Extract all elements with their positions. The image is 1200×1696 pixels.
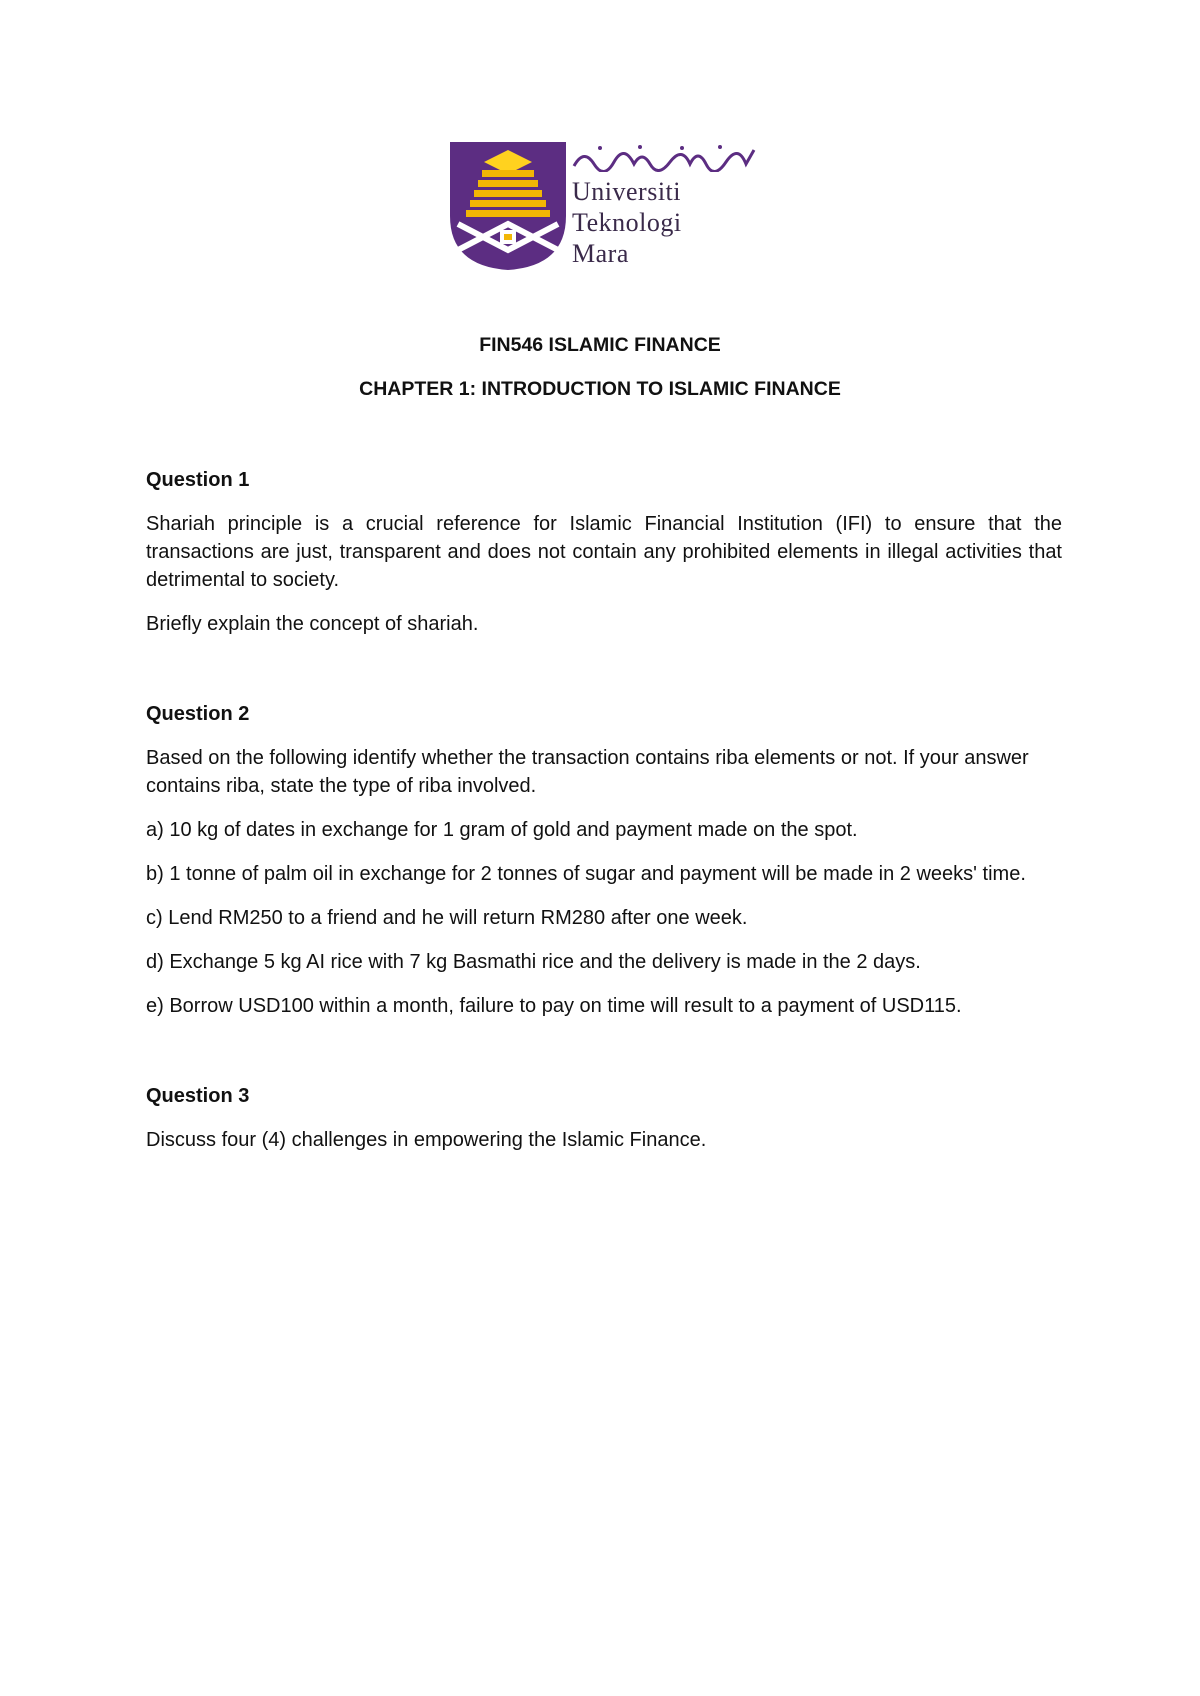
course-title: FIN546 ISLAMIC FINANCE: [479, 334, 721, 356]
question-text: Discuss four (4) challenges in empowering the Islamic Finance.: [146, 1129, 707, 1151]
list-item: d) Exchange 5 kg AI rice with 7 kg Basmathi rice and the delivery is made in the 2 days.: [146, 951, 921, 973]
list-item: a) 10 kg of dates in exchange for 1 gram of gold and payment made on the spot.: [146, 819, 858, 841]
question-text: Briefly explain the concept of shariah.: [146, 613, 479, 635]
chapter-title: CHAPTER 1: INTRODUCTION TO ISLAMIC FINANCE: [359, 378, 841, 400]
question-block: [146, 700, 1062, 1020]
list-item: b) 1 tonne of palm oil in exchange for 2 tonnes of sugar and payment will be made in 2 weeks' time.: [146, 863, 1026, 885]
university-name-line: Mara: [572, 239, 629, 268]
university-name-line: Universiti: [572, 177, 681, 206]
question-heading: Question 3: [146, 1085, 250, 1107]
shield-emblem-icon: [448, 140, 568, 272]
questions-section: [146, 466, 1062, 1170]
list-item: c) Lend RM250 to a friend and he will return RM280 after one week.: [146, 907, 748, 929]
question-block: [146, 466, 1062, 638]
university-logo: [448, 140, 768, 272]
question-heading: Question 1: [146, 469, 250, 491]
question-block: [146, 1082, 1062, 1154]
question-heading: Question 2: [146, 703, 250, 725]
university-name: [572, 176, 682, 269]
university-name-line: Teknologi: [572, 208, 682, 237]
question-text: Shariah principle is a crucial reference for Islamic Financial Institution (IFI) to ensure that the transactions are just, transparent and does not contain any prohibited elements in illegal activities that detrimental to society.: [146, 513, 1062, 591]
jawi-script: [570, 142, 758, 172]
list-item: e) Borrow USD100 within a month, failure to pay on time will result to a payment of USD115.: [146, 995, 962, 1017]
question-text: Based on the following identify whether the transaction contains riba elements or not. If your answer contains riba, state the type of riba involved.: [146, 747, 1029, 797]
